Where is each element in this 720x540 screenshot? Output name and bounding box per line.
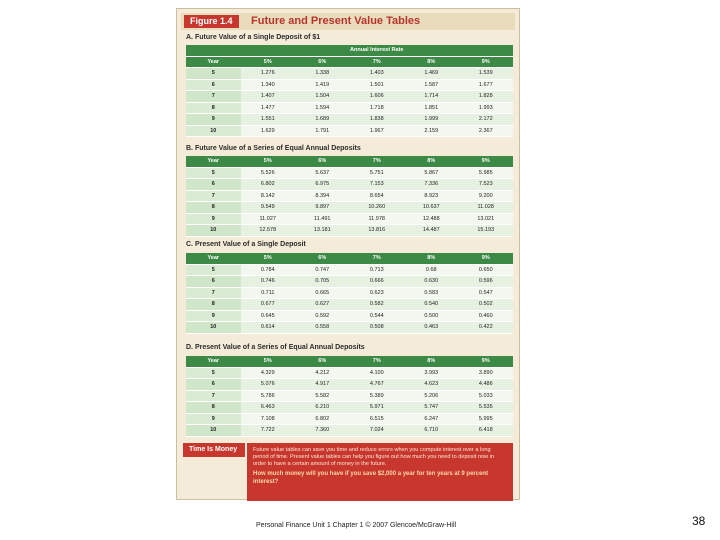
value-cell: 9.897: [295, 202, 350, 214]
value-cell: 6.463: [241, 402, 296, 414]
value-cell: 0.705: [295, 276, 350, 288]
value-cell: 1.838: [350, 114, 405, 126]
value-cell: 1.594: [295, 102, 350, 114]
column-header-rate: 8%: [404, 253, 459, 264]
value-cell: 13.021: [459, 213, 514, 225]
time-is-money-box: [183, 443, 513, 503]
value-cell: 5.747: [404, 402, 459, 414]
value-cell: 0.596: [459, 276, 514, 288]
value-cell: 1.504: [295, 91, 350, 103]
column-header-rate: 6%: [295, 253, 350, 264]
value-cell: 0.463: [404, 322, 459, 334]
column-header-rate: 7%: [350, 156, 405, 167]
table-row: [186, 287, 513, 299]
value-cell: 11.978: [350, 213, 405, 225]
rate-header-row: [186, 45, 513, 56]
value-cell: 11.491: [295, 213, 350, 225]
section-b-title: B. Future Value of a Series of Equal Annual Deposits: [186, 145, 361, 152]
value-cell: 1.338: [295, 68, 350, 80]
year-cell: 7: [186, 190, 241, 202]
value-cell: 1.993: [459, 102, 514, 114]
value-cell: 1.587: [404, 79, 459, 91]
value-cell: 1.689: [295, 114, 350, 126]
year-cell: 5: [186, 367, 241, 379]
year-cell: 5: [186, 68, 241, 80]
value-cell: 5.389: [350, 390, 405, 402]
year-cell: 9: [186, 310, 241, 322]
page-number: 38: [692, 514, 706, 528]
section-c-title: C. Present Value of a Single Deposit: [186, 241, 306, 248]
value-cell: 6.247: [404, 413, 459, 425]
value-cell: 9.549: [241, 202, 296, 214]
value-cell: 4.917: [295, 379, 350, 391]
figure-title: Future and Present Value Tables: [251, 15, 421, 27]
value-cell: 6.975: [295, 179, 350, 191]
value-cell: 10.260: [350, 202, 405, 214]
figure-header: [181, 13, 515, 30]
value-cell: 7.722: [241, 425, 296, 437]
value-cell: 4.767: [350, 379, 405, 391]
value-cell: 0.68: [404, 264, 459, 276]
year-cell: 7: [186, 91, 241, 103]
value-cell: 0.544: [350, 310, 405, 322]
table-header-row: [186, 56, 513, 68]
time-is-money-text: Future value tables can save you time and reduce errors when you compute interest over a long period of time. Present value tables can help you figure out how much you need to deposit now in order to have a certain amount of money in the future.: [253, 447, 494, 467]
value-cell: 0.460: [459, 310, 514, 322]
value-cell: 0.540: [404, 299, 459, 311]
year-cell: 9: [186, 114, 241, 126]
footer-text: Personal Finance Unit 1 Chapter 1 © 2007 Glencoe/McGraw-Hill: [256, 522, 457, 529]
table-header-row: [186, 156, 513, 167]
value-cell: 2.159: [404, 125, 459, 137]
value-cell: 6.802: [295, 413, 350, 425]
value-cell: 5.637: [295, 167, 350, 179]
table-future-value-series: [186, 156, 513, 237]
value-cell: 0.650: [459, 264, 514, 276]
value-cell: 7.336: [404, 179, 459, 191]
column-header-rate: 8%: [404, 56, 459, 68]
table-future-value-single: [186, 45, 513, 137]
value-cell: 0.500: [404, 310, 459, 322]
value-cell: 5.751: [350, 167, 405, 179]
value-cell: 5.526: [241, 167, 296, 179]
value-cell: 0.677: [241, 299, 296, 311]
value-cell: 15.193: [459, 225, 514, 237]
year-cell: 8: [186, 402, 241, 414]
value-cell: 1.477: [241, 102, 296, 114]
year-cell: 10: [186, 225, 241, 237]
table-row: [186, 179, 513, 191]
year-cell: 6: [186, 379, 241, 391]
value-cell: 0.508: [350, 322, 405, 334]
value-cell: 0.746: [241, 276, 296, 288]
column-header-year: Year: [186, 56, 241, 68]
value-cell: 1.606: [350, 91, 405, 103]
table-row: [186, 202, 513, 214]
value-cell: 9.200: [459, 190, 514, 202]
value-cell: 5.206: [404, 390, 459, 402]
value-cell: 4.486: [459, 379, 514, 391]
section-d-title: D. Present Value of a Series of Equal Annual Deposits: [186, 344, 365, 351]
value-cell: 1.718: [350, 102, 405, 114]
value-cell: 0.558: [295, 322, 350, 334]
value-cell: 1.403: [350, 68, 405, 80]
table-row: [186, 413, 513, 425]
value-cell: 1.851: [404, 102, 459, 114]
table-row: [186, 425, 513, 437]
value-cell: 1.791: [295, 125, 350, 137]
figure-panel: [176, 8, 520, 500]
value-cell: 7.108: [241, 413, 296, 425]
value-cell: 4.623: [404, 379, 459, 391]
year-cell: 8: [186, 299, 241, 311]
table-row: [186, 125, 513, 137]
value-cell: 0.627: [295, 299, 350, 311]
value-cell: 10.637: [404, 202, 459, 214]
value-cell: 6.418: [459, 425, 514, 437]
value-cell: 0.583: [404, 287, 459, 299]
value-cell: 14.487: [404, 225, 459, 237]
table-row: [186, 322, 513, 334]
value-cell: 6.210: [295, 402, 350, 414]
value-cell: 1.999: [404, 114, 459, 126]
table-present-value-single: [186, 253, 513, 334]
value-cell: 0.502: [459, 299, 514, 311]
value-cell: 5.995: [459, 413, 514, 425]
table-row: [186, 390, 513, 402]
year-cell: 8: [186, 202, 241, 214]
value-cell: 3.993: [404, 367, 459, 379]
column-header-rate: 6%: [295, 156, 350, 167]
column-header-year: Year: [186, 253, 241, 264]
value-cell: 5.582: [295, 390, 350, 402]
value-cell: 0.582: [350, 299, 405, 311]
value-cell: 11.027: [241, 213, 296, 225]
column-header-rate: 9%: [459, 56, 514, 68]
value-cell: 0.630: [404, 276, 459, 288]
time-is-money-body: [247, 443, 513, 501]
value-cell: 13.816: [350, 225, 405, 237]
table-row: [186, 402, 513, 414]
value-cell: 1.551: [241, 114, 296, 126]
value-cell: 0.422: [459, 322, 514, 334]
value-cell: 3.890: [459, 367, 514, 379]
table-row: [186, 264, 513, 276]
value-cell: 1.407: [241, 91, 296, 103]
value-cell: 8.394: [295, 190, 350, 202]
value-cell: 12.578: [241, 225, 296, 237]
table-row: [186, 299, 513, 311]
figure-label: Figure 1.4: [184, 15, 239, 28]
value-cell: 5.786: [241, 390, 296, 402]
column-header-rate: 8%: [404, 156, 459, 167]
value-cell: 1.469: [404, 68, 459, 80]
year-cell: 7: [186, 390, 241, 402]
value-cell: 4.212: [295, 367, 350, 379]
year-cell: 10: [186, 125, 241, 137]
table-row: [186, 167, 513, 179]
value-cell: 5.535: [459, 402, 514, 414]
value-cell: 0.614: [241, 322, 296, 334]
value-cell: 0.666: [350, 276, 405, 288]
value-cell: 0.623: [350, 287, 405, 299]
column-header-rate: 8%: [404, 356, 459, 367]
table-row: [186, 68, 513, 80]
table-row: [186, 91, 513, 103]
value-cell: 2.367: [459, 125, 514, 137]
value-cell: 1.828: [459, 91, 514, 103]
rate-header: Annual Interest Rate: [241, 45, 514, 56]
column-header-rate: 9%: [459, 253, 514, 264]
value-cell: 1.629: [241, 125, 296, 137]
value-cell: 5.867: [404, 167, 459, 179]
value-cell: 8.654: [350, 190, 405, 202]
value-cell: 1.276: [241, 68, 296, 80]
table-present-value-series: [186, 356, 513, 437]
table-header-row: [186, 356, 513, 367]
column-header-rate: 5%: [241, 56, 296, 68]
column-header-year: Year: [186, 156, 241, 167]
year-cell: 10: [186, 425, 241, 437]
table-header-row: [186, 253, 513, 264]
value-cell: 0.547: [459, 287, 514, 299]
year-cell: 8: [186, 102, 241, 114]
value-cell: 1.677: [459, 79, 514, 91]
table-row: [186, 367, 513, 379]
year-cell: 5: [186, 264, 241, 276]
year-cell: 6: [186, 179, 241, 191]
value-cell: 6.710: [404, 425, 459, 437]
rate-header-blank: [186, 45, 241, 56]
year-cell: 5: [186, 167, 241, 179]
column-header-rate: 7%: [350, 356, 405, 367]
value-cell: 5.033: [459, 390, 514, 402]
value-cell: 7.024: [350, 425, 405, 437]
table-row: [186, 114, 513, 126]
value-cell: 1.340: [241, 79, 296, 91]
value-cell: 11.028: [459, 202, 514, 214]
value-cell: 2.172: [459, 114, 514, 126]
value-cell: 7.360: [295, 425, 350, 437]
value-cell: 0.665: [295, 287, 350, 299]
value-cell: 0.713: [350, 264, 405, 276]
value-cell: 7.523: [459, 179, 514, 191]
table-row: [186, 213, 513, 225]
table-row: [186, 102, 513, 114]
time-is-money-label: Time Is Money: [183, 443, 245, 457]
table-row: [186, 310, 513, 322]
value-cell: 6.515: [350, 413, 405, 425]
value-cell: 0.592: [295, 310, 350, 322]
value-cell: 8.142: [241, 190, 296, 202]
value-cell: 13.181: [295, 225, 350, 237]
value-cell: 5.076: [241, 379, 296, 391]
column-header-rate: 6%: [295, 56, 350, 68]
value-cell: 12.488: [404, 213, 459, 225]
table-row: [186, 379, 513, 391]
column-header-rate: 9%: [459, 356, 514, 367]
year-cell: 6: [186, 276, 241, 288]
value-cell: 4.329: [241, 367, 296, 379]
value-cell: 1.419: [295, 79, 350, 91]
value-cell: 0.747: [295, 264, 350, 276]
value-cell: 7.153: [350, 179, 405, 191]
year-cell: 10: [186, 322, 241, 334]
value-cell: 1.539: [459, 68, 514, 80]
column-header-rate: 5%: [241, 356, 296, 367]
year-cell: 7: [186, 287, 241, 299]
value-cell: 5.985: [459, 167, 514, 179]
value-cell: 1.714: [404, 91, 459, 103]
column-header-rate: 5%: [241, 253, 296, 264]
value-cell: 1.501: [350, 79, 405, 91]
table-row: [186, 79, 513, 91]
value-cell: 4.100: [350, 367, 405, 379]
column-header-rate: 9%: [459, 156, 514, 167]
column-header-rate: 5%: [241, 156, 296, 167]
column-header-year: Year: [186, 356, 241, 367]
value-cell: 5.971: [350, 402, 405, 414]
value-cell: 1.967: [350, 125, 405, 137]
table-row: [186, 225, 513, 237]
year-cell: 9: [186, 213, 241, 225]
value-cell: 8.923: [404, 190, 459, 202]
column-header-rate: 7%: [350, 253, 405, 264]
column-header-rate: 6%: [295, 356, 350, 367]
year-cell: 9: [186, 413, 241, 425]
table-row: [186, 190, 513, 202]
time-is-money-question: How much money will you have if you save $2,000 a year for ten years at 9 percent interest?: [253, 471, 489, 485]
year-cell: 6: [186, 79, 241, 91]
value-cell: 0.711: [241, 287, 296, 299]
column-header-rate: 7%: [350, 56, 405, 68]
value-cell: 6.802: [241, 179, 296, 191]
value-cell: 0.784: [241, 264, 296, 276]
section-a-title: A. Future Value of a Single Deposit of $1: [186, 34, 321, 41]
table-row: [186, 276, 513, 288]
value-cell: 0.645: [241, 310, 296, 322]
